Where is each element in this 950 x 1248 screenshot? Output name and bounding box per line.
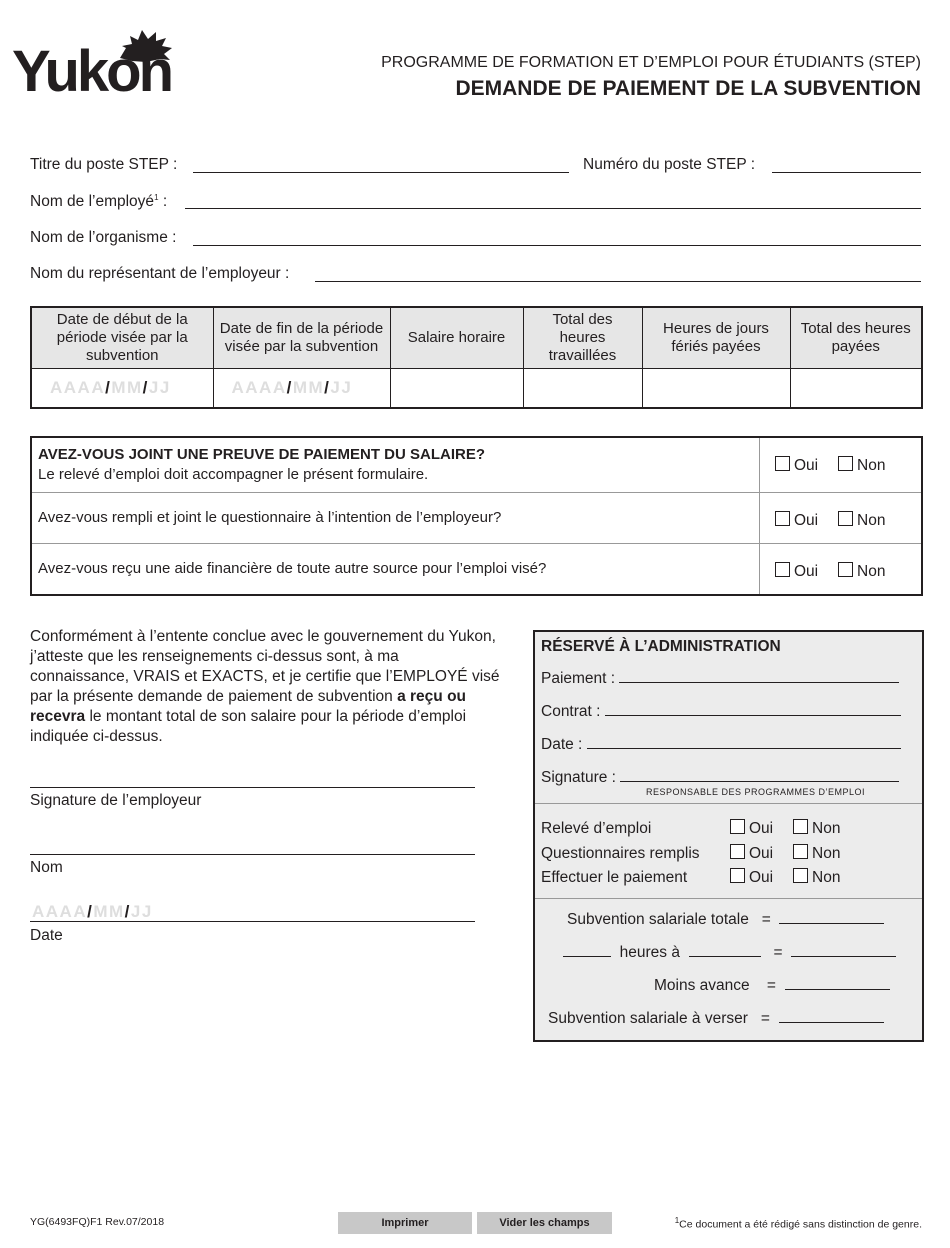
question-row bbox=[32, 544, 921, 594]
col-total-hours-paid: Total des heures payées bbox=[790, 307, 922, 369]
employer-signature-label: Signature de l’employeur bbox=[30, 792, 202, 809]
question-row bbox=[32, 493, 921, 544]
employee-name-label: Nom de l’employé$^1$ : bbox=[30, 193, 168, 211]
hours-table bbox=[30, 306, 923, 409]
divider bbox=[535, 803, 922, 804]
holiday-hours-input[interactable] bbox=[642, 369, 790, 409]
col-holiday-hours: Heures de jours fériés payées bbox=[642, 307, 790, 369]
records-no-checkbox[interactable]: Non bbox=[793, 819, 840, 838]
table-header-row bbox=[31, 307, 922, 369]
admin-date-field[interactable] bbox=[587, 748, 901, 749]
organization-label: Nom de l’organisme : bbox=[30, 229, 177, 246]
job-title-field[interactable] bbox=[193, 172, 569, 173]
total-hours-worked-input[interactable] bbox=[523, 369, 642, 409]
program-name: PROGRAMME DE FORMATION ET D’EMPLOI POUR ÉTUDIANTS (STEP) bbox=[381, 54, 921, 71]
question-title: AVEZ-VOUS JOINT UNE PREUVE DE PAIEMENT DU SALAIRE? bbox=[38, 446, 485, 463]
contract-field[interactable] bbox=[605, 715, 901, 716]
questionnaires-yes-checkbox[interactable]: Oui bbox=[730, 844, 773, 863]
question-text: Le relevé d’emploi doit accompagner le présent formulaire. bbox=[38, 466, 429, 483]
divider bbox=[759, 493, 760, 543]
q3-yes-checkbox[interactable]: Oui bbox=[775, 562, 818, 581]
rate-field[interactable] bbox=[689, 956, 761, 957]
representative-label: Nom du représentant de l’employeur : bbox=[30, 265, 290, 282]
form-title: DEMANDE DE PAIEMENT DE LA SUBVENTION bbox=[455, 77, 921, 100]
employer-signature-field[interactable] bbox=[30, 787, 475, 788]
date-placeholder: AAAA/MM/JJ bbox=[32, 902, 153, 921]
signature-caption: RESPONSABLE DES PROGRAMMES D’EMPLOI bbox=[646, 787, 866, 797]
contract-row: Contrat : bbox=[541, 703, 901, 721]
representative-field[interactable] bbox=[315, 281, 921, 282]
hours-at-row: heures à = bbox=[563, 944, 896, 962]
total-hours-paid-input[interactable] bbox=[790, 369, 922, 409]
col-hourly-wage: Salaire horaire bbox=[390, 307, 523, 369]
name-field[interactable] bbox=[30, 854, 475, 855]
q3-no-checkbox[interactable]: Non bbox=[838, 562, 885, 581]
q2-no-checkbox[interactable]: Non bbox=[838, 511, 885, 530]
divider bbox=[759, 544, 760, 594]
total-subsidy-row: Subvention salariale totale = bbox=[567, 911, 884, 929]
admin-date-row: Date : bbox=[541, 736, 901, 754]
end-date-input[interactable]: AAAA/MM/JJ bbox=[213, 369, 390, 409]
admin-box bbox=[533, 630, 924, 1042]
q1-no-checkbox[interactable]: Non bbox=[838, 456, 885, 475]
admin-signature-field[interactable] bbox=[620, 781, 899, 782]
job-number-label: Numéro du poste STEP : bbox=[583, 156, 756, 173]
hours-field[interactable] bbox=[563, 956, 611, 957]
yukon-logo bbox=[12, 28, 197, 104]
hourly-wage-input[interactable] bbox=[390, 369, 523, 409]
divider bbox=[535, 898, 922, 899]
question-text: Avez-vous reçu une aide financière de toute autre source pour l’emploi visé? bbox=[38, 560, 547, 577]
col-start-date: Date de début de la période visée par la subvention bbox=[31, 307, 213, 369]
form-code: YG(6493FQ)F1 Rev.07/2018 bbox=[30, 1216, 165, 1228]
payment-field[interactable] bbox=[619, 682, 899, 683]
date-label: Date bbox=[30, 927, 63, 944]
divider bbox=[759, 438, 760, 492]
admin-title: RÉSERVÉ À L’ADMINISTRATION bbox=[541, 638, 781, 655]
admin-signature-row: Signature : bbox=[541, 769, 899, 787]
subsidy-to-pay-field[interactable] bbox=[779, 1022, 884, 1023]
check-label: Relevé d’emploi bbox=[541, 820, 652, 837]
less-advance-row: Moins avance = bbox=[654, 977, 890, 995]
total-subsidy-field[interactable] bbox=[779, 923, 884, 924]
col-end-date: Date de fin de la période visée par la subvention bbox=[213, 307, 390, 369]
question-row bbox=[32, 438, 921, 493]
job-number-field[interactable] bbox=[772, 172, 921, 173]
questions-box bbox=[30, 436, 923, 596]
clear-fields-button[interactable]: Vider les champs bbox=[477, 1212, 612, 1234]
name-label: Nom bbox=[30, 859, 63, 876]
question-text: Avez-vous rempli et joint le questionnaire à l’intention de l’employeur? bbox=[38, 509, 502, 526]
table-row bbox=[31, 369, 922, 409]
start-date-input[interactable]: AAAA/MM/JJ bbox=[31, 369, 213, 409]
col-total-hours-worked: Total des heures travaillées bbox=[523, 307, 642, 369]
gender-note: $^1$Ce document a été rédigé sans distinction de genre. bbox=[674, 1216, 922, 1231]
check-label: Questionnaires remplis bbox=[541, 845, 700, 862]
q2-yes-checkbox[interactable]: Oui bbox=[775, 511, 818, 530]
check-label: Effectuer le paiement bbox=[541, 869, 688, 886]
job-title-label: Titre du poste STEP : bbox=[30, 156, 178, 173]
q1-yes-checkbox[interactable]: Oui bbox=[775, 456, 818, 475]
organization-field[interactable] bbox=[193, 245, 921, 246]
attestation-text: Conformément à l’entente conclue avec le gouvernement du Yukon, j’atteste que les renseignements ci-dessus sont, à ma connaissance, VRAIS et EXACTS, et je certifie que l’EMPLOYÉ visé par la présente demande de paiement de subvention a reçu ou recevra le montant total de son salaire pour la période d’emploi indiquée ci-dessus. bbox=[30, 628, 500, 745]
payment-row: Paiement : bbox=[541, 670, 899, 688]
employee-name-field[interactable] bbox=[185, 208, 921, 209]
payment-yes-checkbox[interactable]: Oui bbox=[730, 868, 773, 887]
questionnaires-no-checkbox[interactable]: Non bbox=[793, 844, 840, 863]
payment-no-checkbox[interactable]: Non bbox=[793, 868, 840, 887]
records-yes-checkbox[interactable]: Oui bbox=[730, 819, 773, 838]
less-advance-field[interactable] bbox=[785, 989, 890, 990]
hours-total-field[interactable] bbox=[791, 956, 896, 957]
date-field[interactable] bbox=[30, 921, 475, 922]
print-button[interactable]: Imprimer bbox=[338, 1212, 472, 1234]
subsidy-to-pay-row: Subvention salariale à verser = bbox=[548, 1010, 884, 1028]
logo-wordmark: Yukon bbox=[12, 39, 172, 104]
